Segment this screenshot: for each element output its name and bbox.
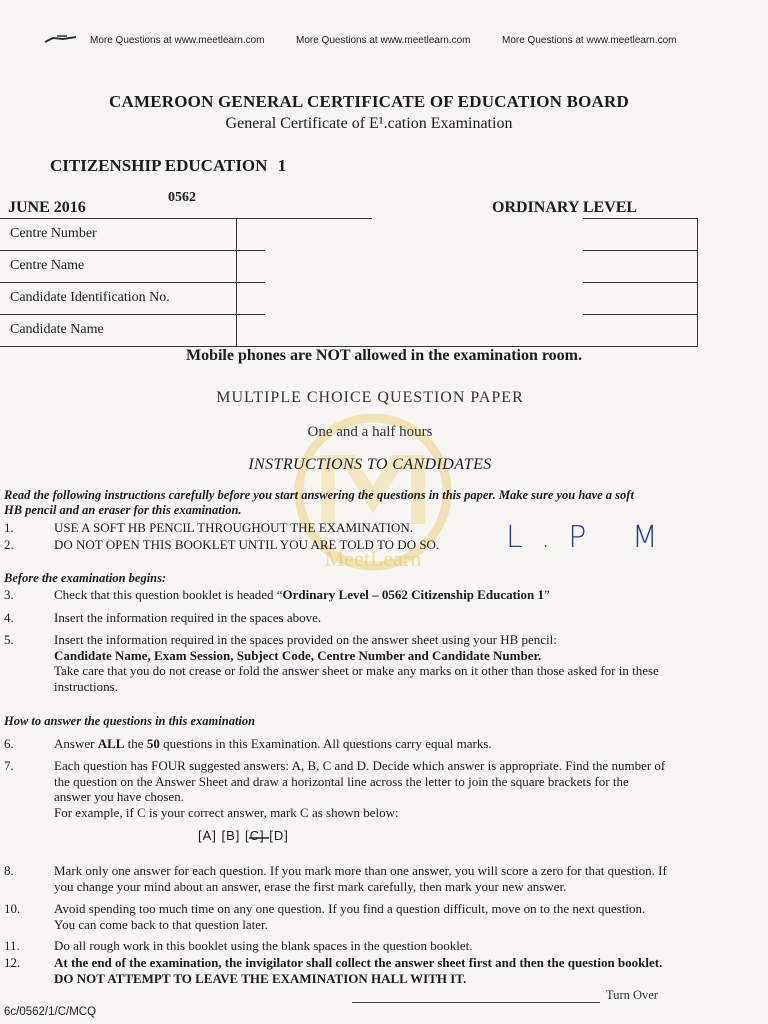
- item-6-all: ALL: [97, 736, 125, 751]
- item-10-text: [54, 901, 726, 932]
- more-instructions: [0, 863, 768, 993]
- item-5-line-4: instructions.: [54, 678, 118, 694]
- item-7-text: [54, 758, 726, 820]
- item-3-text-a: Check that this question booklet is headed “: [54, 587, 283, 602]
- item-1-number: 1.: [4, 520, 14, 535]
- item-8-text: [54, 863, 726, 894]
- field-centre-name: Centre Name: [10, 258, 85, 273]
- paper-code: 0562: [168, 190, 196, 205]
- item-7-number: 7.: [4, 758, 14, 773]
- input-centre-name[interactable]: [240, 252, 262, 280]
- item-3-number: 3.: [4, 587, 14, 602]
- item-12-number: 12.: [4, 955, 21, 970]
- input-candidate-name[interactable]: [240, 316, 262, 344]
- item-11-text: Do all rough work in this booklet using the blank spaces in the question booklet.: [54, 938, 473, 953]
- item-10-line-2: You can come back to that question later.: [54, 916, 268, 932]
- item-8-line-2: you change your mind about an answer, erase the first mark carefully, then mark your new answer.: [54, 878, 567, 894]
- svg-text:MeetLearn: MeetLearn: [324, 546, 422, 571]
- exam-level: ORDINARY LEVEL: [492, 199, 638, 216]
- candidate-info-table: [0, 218, 698, 346]
- item-6-text: [54, 736, 726, 752]
- item-7-line-3: answer you have chosen.: [54, 789, 184, 804]
- item-6-count: 50: [146, 736, 160, 751]
- item-12-line-2: DO NOT ATTEMPT TO LEAVE THE EXAMINATION HALL WITH IT.: [54, 970, 467, 986]
- handwritten-initials: L.P M: [506, 520, 676, 555]
- item-3-booklet-heading: Ordinary Level – 0562 Citizenship Education 1: [282, 587, 545, 602]
- item-3-text: [54, 587, 726, 603]
- item-6-text-e: questions in this Examination. All questions carry equal marks.: [159, 736, 492, 751]
- paper-clip-mark-icon: [43, 33, 79, 45]
- item-5-number: 5.: [4, 632, 14, 647]
- item-4-text: Insert the information required in the spaces above.: [54, 610, 322, 625]
- field-candidate-name: Candidate Name: [10, 322, 104, 337]
- input-centre-number[interactable]: [240, 220, 262, 248]
- crossed-answer-mark-icon: [248, 830, 270, 846]
- before-heading: Before the examination begins:: [4, 571, 167, 585]
- intro-line-2: HB pencil and an eraser for this examination.: [4, 503, 242, 517]
- item-10-line-1: Avoid spending too much time on any one question. If you find a question difficult, move on to the next question.: [54, 901, 646, 916]
- before-instructions: [0, 587, 768, 699]
- exam-duration: One and a half hours: [307, 424, 433, 440]
- item-2-number: 2.: [4, 537, 14, 552]
- subject-title: [50, 156, 286, 176]
- item-5-line-1: Insert the information required in the spaces provided on the answer sheet using your HB pencil:: [54, 632, 557, 647]
- item-6-text-a: Answer: [54, 736, 98, 751]
- item-6-number: 6.: [4, 736, 14, 751]
- item-5-line-3: Take care that you do not crease or fold the answer sheet or make any marks on it other than those asked for in these: [54, 663, 659, 678]
- board-title: CAMEROON GENERAL CERTIFICATE OF EDUCATION BOARD: [109, 92, 629, 111]
- answer-example-text: [A] [B] [C] [D]: [198, 828, 289, 843]
- how-to-answer-heading: How to answer the questions in this examination: [4, 714, 256, 728]
- subject-paper-mark: 1: [277, 156, 287, 175]
- how-to-answer-instructions: [0, 736, 768, 826]
- instructions-heading: INSTRUCTIONS TO CANDIDATES: [248, 456, 492, 473]
- footer-rule: [352, 1002, 600, 1003]
- item-5-text: [54, 632, 726, 694]
- field-centre-number: Centre Number: [10, 226, 97, 241]
- mobile-phone-notice: Mobile phones are NOT allowed in the examination room.: [185, 347, 582, 364]
- subject-name: CITIZENSHIP EDUCATION: [50, 156, 268, 175]
- intro-line-1: Read the following instructions carefully before you start answering the questions in this paper. Make sure you have a soft: [4, 488, 634, 502]
- paper-reference-code: 6c/0562/1/C/MCQ: [4, 1006, 97, 1018]
- item-4-number: 4.: [4, 610, 14, 625]
- item-12-text: [54, 955, 726, 986]
- item-5-line-2: Candidate Name, Exam Session, Subject Code, Centre Number and Candidate Number.: [54, 647, 542, 663]
- header-link-1[interactable]: More Questions at www.meetlearn.com: [90, 35, 265, 46]
- field-candidate-id: Candidate Identification No.: [10, 290, 170, 305]
- item-8-number: 8.: [4, 863, 14, 878]
- item-2-text: DO NOT OPEN THIS BOOKLET UNTIL YOU ARE TOLD TO DO SO.: [54, 537, 440, 552]
- examination-title: General Certificate of E¹.cation Examination: [225, 115, 513, 132]
- item-12-line-1: At the end of the examination, the invigilator shall collect the answer sheet first and then the question booklet.: [54, 955, 663, 970]
- exam-session: JUNE 2016: [8, 199, 86, 216]
- item-1-text: USE A SOFT HB PENCIL THROUGHOUT THE EXAMINATION.: [54, 520, 413, 535]
- item-10-number: 10.: [4, 901, 21, 916]
- item-11-number: 11.: [4, 938, 20, 953]
- item-8-line-1: Mark only one answer for each question. If you mark more than one answer, you will score a zero for that question. If: [54, 863, 667, 878]
- input-candidate-id[interactable]: [240, 284, 262, 312]
- header-link-3[interactable]: More Questions at www.meetlearn.com: [502, 35, 677, 46]
- paper-type: MULTIPLE CHOICE QUESTION PAPER: [216, 389, 524, 406]
- item-3-text-c: ”: [544, 587, 550, 602]
- item-7-line-2: the question on the Answer Sheet and draw a horizontal line across the letter to join the square brackets for the: [54, 773, 629, 789]
- instructions-intro: [4, 488, 730, 518]
- header-link-2[interactable]: More Questions at www.meetlearn.com: [296, 35, 471, 46]
- item-7-line-1: Each question has FOUR suggested answers: A, B, C and D. Decide which answer is appropriate. Find the number of: [54, 758, 666, 773]
- item-7-line-4: For example, if C is your correct answer, mark C as shown below:: [54, 804, 399, 820]
- answer-example: [198, 828, 289, 843]
- turn-over-label: Turn Over: [606, 988, 658, 1002]
- item-6-text-c: the: [124, 736, 147, 751]
